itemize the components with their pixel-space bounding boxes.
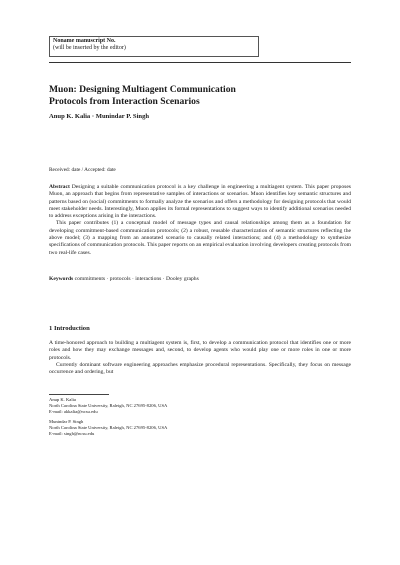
affiliation-email: E-mail: akkalia@ncsu.edu <box>49 409 98 414</box>
received-date: Received: date / Accepted: date <box>49 167 116 173</box>
intro-paragraph-2: Currently dominant software engineering approaches emphasize procedural representations. Specifically, they focus on message occurrence and ordering, but <box>49 361 351 376</box>
section-heading <box>49 325 90 332</box>
affiliation-email: E-mail: singh@ncsu.edu <box>49 431 95 436</box>
intro-paragraph-1: A time-honored approach to building a multiagent system is, first, to develop a communication protocol that identifies one or more roles and how they may exchange messages and, second, to develop agents who would play one or more roles in one or more protocols. <box>49 340 351 361</box>
title-line-2: Protocols from Interaction Scenarios <box>49 95 200 107</box>
footnote-rule <box>49 394 109 395</box>
manuscript-header-box <box>49 36 259 57</box>
manuscript-label: Noname manuscript No. <box>53 38 116 44</box>
paper-title <box>49 84 351 107</box>
header-rule <box>49 62 351 63</box>
introduction-body <box>49 340 351 376</box>
keywords <box>49 276 351 283</box>
affiliation-name: Munindar P. Singh <box>49 419 84 424</box>
affiliation-2 <box>49 419 167 437</box>
affiliation-name: Anup K. Kalia <box>49 397 76 402</box>
section-number: 1 <box>49 325 53 332</box>
title-line-1: Muon: Designing Multiagent Communication <box>49 84 236 95</box>
abstract <box>49 184 351 257</box>
abstract-text-1: Designing a suitable communication protocol is a key challenge in engineering a multiagent system. This paper proposes Muon, an approach that begins from representative samples of interactions or scenarios. Muon identifies key semantic structures and patterns based on (social) commitments to formally analyze the scenarios and offers a methodology for designing protocols that would meet stakeholder needs. Interestingly, Muon applies its formal representations to suggest ways to identify additional scenarios needed to address exceptions arising in the interactions. <box>49 184 351 220</box>
affiliation-1 <box>49 397 167 415</box>
abstract-paragraph-1 <box>49 184 351 220</box>
author-list: Anup K. Kalia · Munindar P. Singh <box>49 113 150 120</box>
abstract-label: Abstract <box>49 184 70 190</box>
abstract-paragraph-2: This paper contributes (1) a conceptual model of message types and causal relationships among them as a foundation for developing commitment-based communication protocols; (2) a robust, reusable characterization of semantic structures reflecting the above model; (3) a mapping from an annotated scenario to causally related interactions; and (4) a methodology to synthesize specifications of communication protocols. This paper reports on an empirical evaluation involving developers creating protocols from two real-life cases. <box>49 220 351 256</box>
affiliation-institution: North Carolina State University, Raleigh, NC 27695-8206, USA <box>49 425 168 430</box>
keywords-label: Keywords <box>49 276 74 282</box>
section-title: Introduction <box>53 325 90 332</box>
editor-note: (will be inserted by the editor) <box>53 45 126 52</box>
keywords-text: commitments · protocols · interactions · Dooley graphs <box>74 276 199 282</box>
affiliation-institution: North Carolina State University, Raleigh, NC 27695-8206, USA <box>49 403 168 408</box>
